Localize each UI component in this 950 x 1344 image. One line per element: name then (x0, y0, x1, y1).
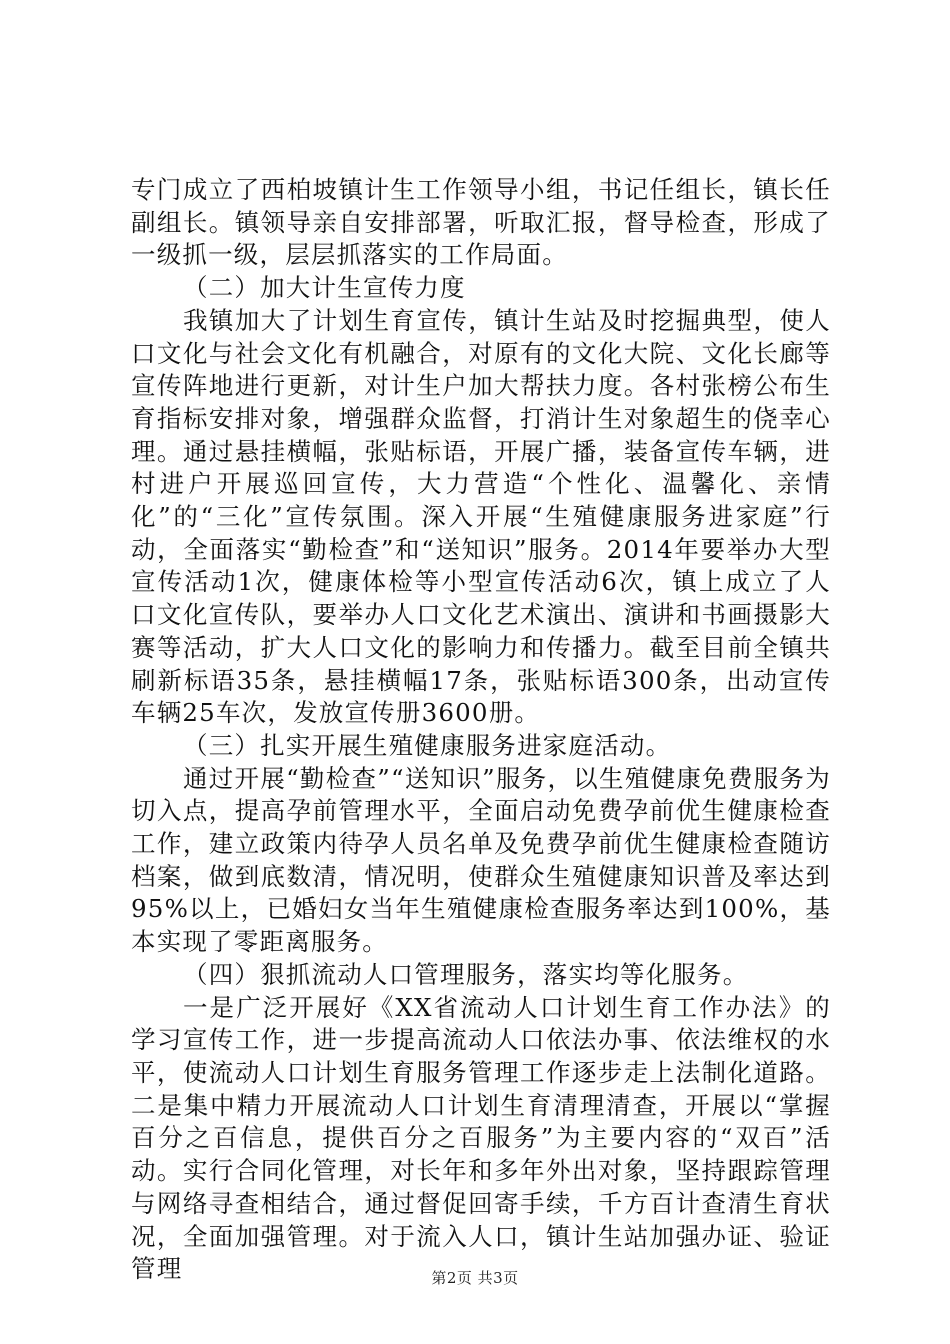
paragraph-publicity: 我镇加大了计划生育宣传，镇计生站及时挖掘典型，使人口文化与社会文化有机融合，对原有的文化大院、文化长廊等宣传阵地进行更新，对计生户加大帮扶力度。各村张榜公布生育指标安排对象，增强群众监督，打消计生对象超生的侥幸心理。通过悬挂横幅，张贴标语，开展广播，装备宣传车辆，进村进户开展巡回宣传，大力营造“个性化、温馨化、亲情化”的“三化”宣传氛围。深入开展“生殖健康服务进家庭”行动，全面落实“勤检查”和“送知识”服务。2014年要举办大型宣传活动1次，健康体检等小型宣传活动6次，镇上成立了人口文化宣传队，要举办人口文化艺术演出、演讲和书画摄影大赛等活动，扩大人口文化的影响力和传播力。截至目前全镇共刷新标语35条，悬挂横幅17条，张贴标语300条，出动宣传车辆25车次，发放宣传册3600册。 (131, 305, 831, 728)
paragraph-floating-population: 一是广泛开展好《XX省流动人口计划生育工作办法》的学习宣传工作，进一步提高流动人口依法办事、依法维权的水平，使流动人口计划生育服务管理工作逐步走上法制化道路。二是集中精力开展流动人口计划生育清理清查，开展以“掌握百分之百信息，提供百分之百服务”为主要内容的“双百”活动。实行合同化管理，对长年和多年外出对象，坚持跟踪管理与网络寻查相结合，通过督促回寄手续，千方百计查清生育状况，全面加强管理。对于流入人口，镇计生站加强办证、验证管理 (131, 992, 831, 1284)
section-heading-reproductive-health: （三）扎实开展生殖健康服务进家庭活动。 (183, 730, 672, 760)
section-heading-publicity: （二）加大计生宣传力度 (183, 273, 466, 303)
paragraph-reproductive-health: 通过开展“勤检查”“送知识”服务，以生殖健康免费服务为切入点，提高孕前管理水平，全面启动免费孕前优生健康检查工作，建立政策内待孕人员名单及免费孕前优生健康检查随访档案，做到底数清，情况明，使群众生殖健康知识普及率达到95%以上，已婚妇女当年生殖健康检查服务率达到100%，基本实现了零距离服务。 (131, 763, 831, 957)
section-heading-floating-population: （四）狠抓流动人口管理服务，落实均等化服务。 (183, 959, 749, 989)
page-number-footer: 第2页 共3页 (431, 1269, 519, 1287)
paragraph-leadership-group: 专门成立了西柏坡镇计生工作领导小组，书记任组长，镇长任副组长。镇领导亲自安排部署，听取汇报，督导检查，形成了一级抓一级，层层抓落实的工作局面。 (131, 175, 831, 270)
document-body (131, 174, 831, 1286)
